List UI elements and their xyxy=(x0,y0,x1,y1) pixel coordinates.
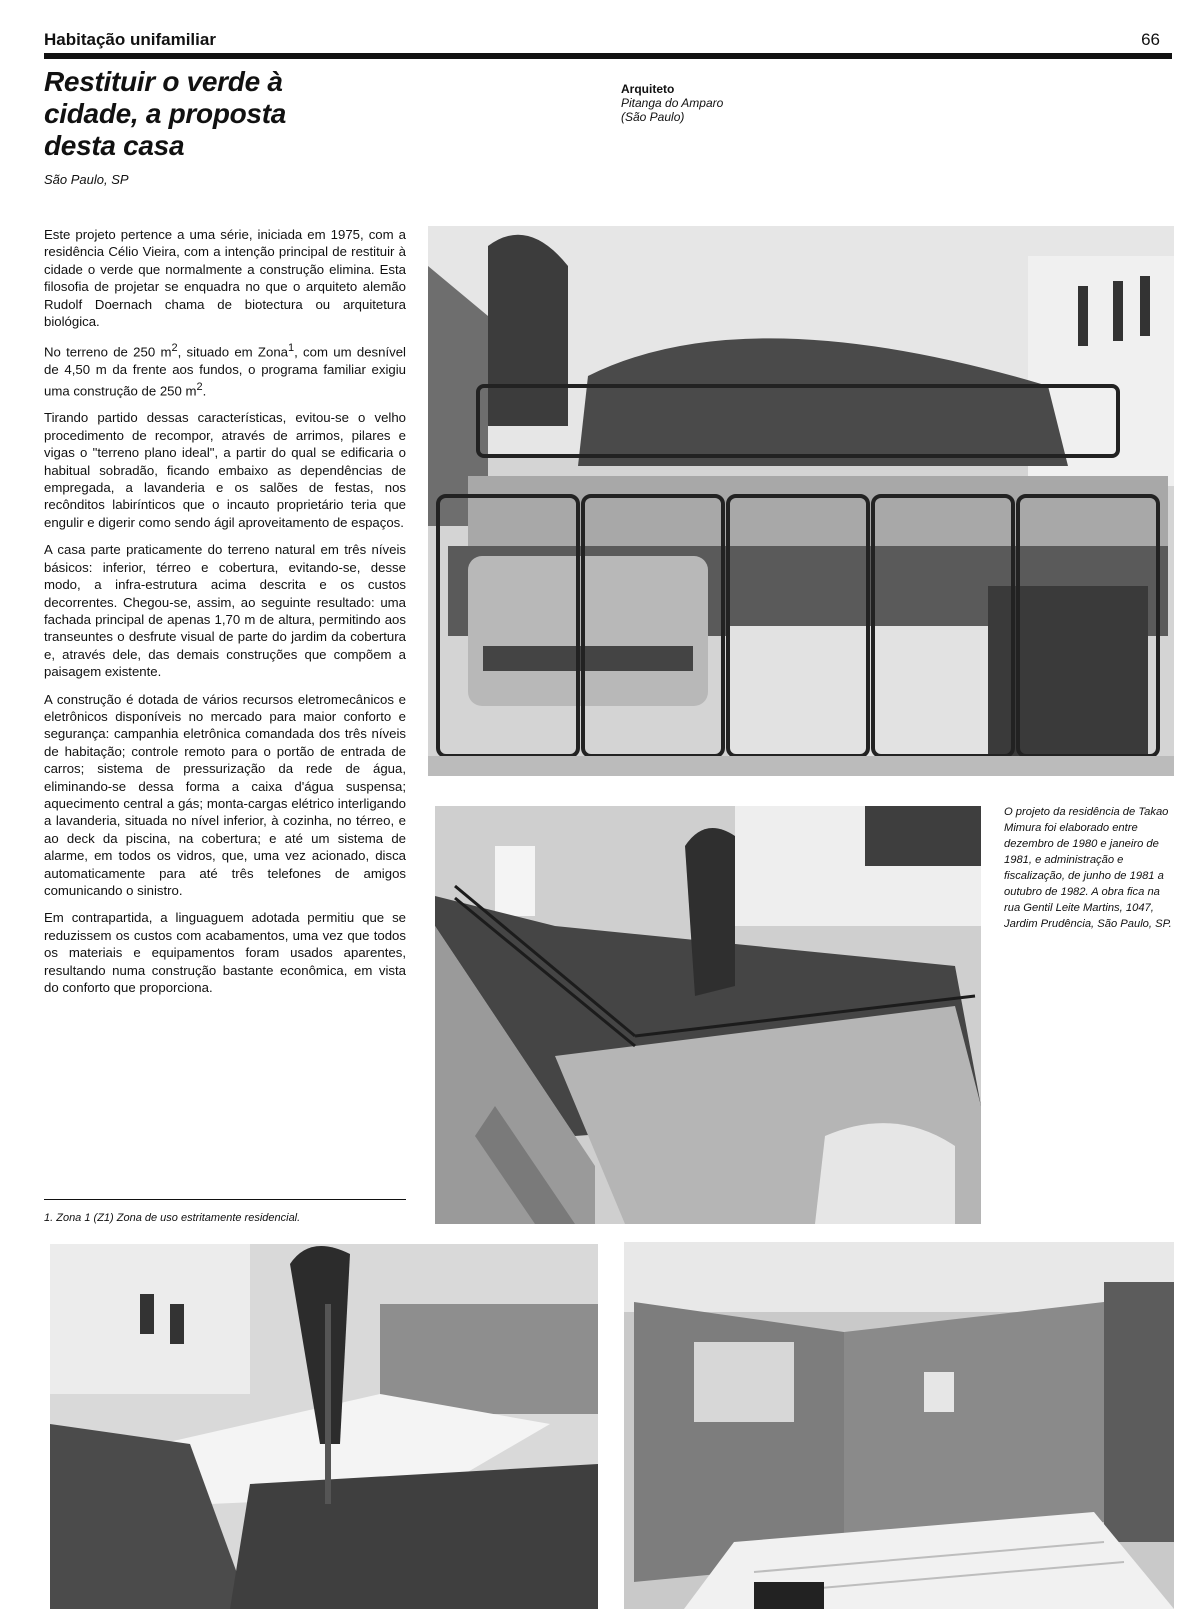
article-title: Restituir o verde à cidade, a proposta desta casa xyxy=(44,66,286,161)
superscript: 2 xyxy=(171,342,178,355)
footnote-ref: 1 xyxy=(287,342,295,355)
architect-name: Pitanga do Amparo xyxy=(621,96,724,110)
photo-interior-brick xyxy=(624,1242,1174,1609)
header-rule xyxy=(44,53,1172,59)
article-location: São Paulo, SP xyxy=(44,172,129,187)
text-run: No terreno de 250 m xyxy=(44,344,172,360)
paragraph xyxy=(44,340,406,399)
photo-roof-garden xyxy=(435,806,981,1224)
paragraph: Tirando partido dessas características, evitou-se o velho procedimento de recompor, através de arrimos, pilares e vigas o "terreno plano ideal", a partir do qual se edificaria o habitual sobradão, ficando embaixo as dependências de empregada, a lavanderia e os salões de festas, nos recônditos labirínticos que o incauto proprietário teria que engulir e digerir como sendo ágil aproveitamento de espaços. xyxy=(44,410,406,530)
paragraph: A casa parte praticamente do terreno natural em três níveis básicos: inferior, térreo e cobertura, evitando-se, desse modo, a infra-estrutura acima descrita e os custos decorrentes. Chegou-se, assim, ao seguinte resultado: uma fachada principal de apenas 1,70 m de altura, permitindo aos transeuntes o desfrute visual de parte do jardim da cobertura e, através dele, das demais construções que compõem a paisagem existente. xyxy=(44,542,406,680)
footnote: 1. Zona 1 (Z1) Zona de uso estritamente residencial. xyxy=(44,1212,301,1224)
text-run: , com um desnível de 4,50 m da frente aos fundos, o programa familiar exigiu uma construção de 250 m xyxy=(44,344,406,399)
superscript: 2 xyxy=(196,380,203,393)
architect-credit xyxy=(621,82,723,124)
page-number: 66 xyxy=(1141,30,1160,49)
paragraph: Este projeto pertence a uma série, iniciada em 1975, com a residência Célio Vieira, com a intenção principal de restituir à cidade o verde que normalmente a construção elimina. Esta filosofia de projetar se enquadra no que o arquiteto alemão Rudolf Doernach chama de biotectura ou arquitetura biológica. xyxy=(44,227,406,330)
text-run: , situado em Zona xyxy=(177,344,288,360)
section-header: Habitação unifamiliar xyxy=(44,30,216,49)
footnote-rule xyxy=(44,1199,406,1200)
photo-facade-garage xyxy=(428,226,1174,776)
article-body xyxy=(44,226,406,1006)
architect-city: (São Paulo) xyxy=(621,110,685,124)
paragraph: Em contrapartida, a linguaguem adotada permitiu que se reduzissem os custos com acabamentos, uma vez que todos os materiais e equipamentos foram usados aparentes, resultando numa construção bastante econômica, em vista do conforto que proporciona. xyxy=(44,910,406,996)
architect-label: Arquiteto xyxy=(621,82,675,96)
photo-garden-palms xyxy=(50,1244,598,1609)
text-run: . xyxy=(202,383,207,399)
photo-caption: O projeto da residência de Takao Mimura foi elaborado entre dezembro de 1980 e janeiro de 1981, e administração e fiscalização, de junho de 1981 a outubro de 1982. A obra fica na rua Gentil Leite Martins, 1047, Jardim Prudência, São Paulo, SP. xyxy=(1004,806,1172,930)
paragraph: A construção é dotada de vários recursos eletromecânicos e eletrônicos disponíveis no mercado para maior conforto e segurança: campanhia eletrônica comandada dos três níveis de habitação; controle remoto para o portão de entrada de carros; sistema de pressurização da rede de água, eliminando-se dessa forma a caixa d'água suspensa; aquecimento central a gás; monta-cargas elétrico interligando a lavanderia, situada no nível inferior, à cozinha, no térreo, e ao deck da piscina, na cobertura; e até um sistema de alarme, em todos os vidros, que, uma vez acionado, disca automaticamente para até três telefones de amigos comunicando o sinistro. xyxy=(44,691,406,898)
